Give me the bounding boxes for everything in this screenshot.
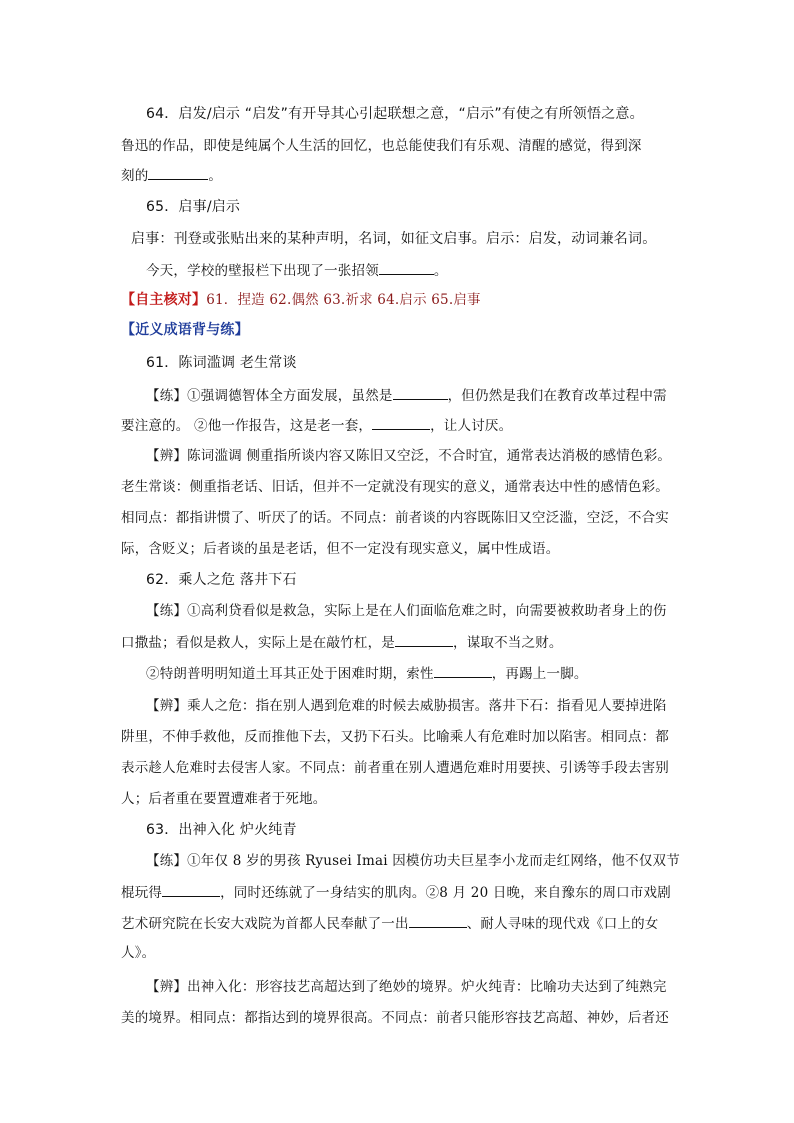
idiom-61-title: 61．陈词滥调 老生常谈	[146, 355, 297, 371]
idiom-63-practice-4: 人》。	[121, 945, 156, 961]
idiom-61-practice-2: 要注意的。 ②他一作报告，这是老一套， ，让人讨厌。	[121, 415, 512, 436]
idiom-61-analysis-2: 老生常谈：侧重指老话、旧话，但并不一定就没有现实的意义，通常表达中性的感情色彩。	[121, 479, 669, 495]
entry-65-definition: 启事：刊登或张贴出来的某种声明，名词，如征文启事。启示：启发，动词兼名词。	[131, 231, 657, 247]
entry-64-definition: 64．启发/启示 “启发”有开导其心引起联想之意，“启示”有使之有所领悟之意。	[146, 106, 644, 122]
exercise-64-line-1: 鲁迅的作品，即使是纯属个人生活的回忆，也总能使我们有乐观、清醒的感觉，得到深	[121, 138, 642, 154]
answer-blank	[395, 632, 453, 647]
idiom-62-practice-1: 【练】①高利贷看似是救急，实际上是在人们面临危难之时，向需要被救助者身上的伤	[146, 603, 667, 619]
idiom-63-practice-1: 【练】①年仅 8 岁的男孩 Ryusei Imai 因模仿功夫巨星李小龙而走红网络，他不仅双节	[146, 853, 680, 869]
self-check-answers: 【自主核对】61．捏造 62.偶然 63.祈求 64.启示 65.启事	[121, 292, 481, 308]
idiom-61-practice-1: 【练】①强调德智体全方面发展，虽然是 ，但仍然是我们在教育改革过程中需	[146, 385, 667, 406]
idiom-62-practice-3: ②特朗普明明知道土耳其正处于困难时期，索性 ，再踢上一脚。	[146, 663, 588, 684]
answer-blank	[372, 415, 430, 430]
answer-blank	[409, 913, 467, 928]
idiom-62-analysis-1: 【辨】乘人之危：指在别人遇到危难的时候去威胁损害。落井下石：指看见人要掉进陷	[146, 698, 667, 714]
answer-blank	[434, 663, 492, 678]
idiom-63-practice-3: 艺术研究院在长安大戏院为首都人民奉献了一出 、耐人寻味的现代戏《口上的女	[121, 913, 659, 934]
idiom-62-analysis-3: 表示趁人危难时去侵害人家。不同点：前者重在别人遭遇危难时用要挟、引诱等手段去害别	[121, 760, 669, 776]
exercise-65: 今天，学校的壁报栏下出现了一张招领 。	[146, 260, 448, 281]
idiom-63-analysis-2: 美的境界。相同点：都指达到的境界很高。不同点：前者只能形容技艺高超、神妙，后者还	[121, 1010, 669, 1026]
idiom-63-analysis-1: 【辨】出神入化：形容技艺高超达到了绝妙的境界。炉火纯青：比喻功夫达到了纯熟完	[146, 979, 667, 995]
idiom-62-practice-2: 口撒盐；看似是救人，实际上是在敲竹杠，是 ，谋取不当之财。	[121, 632, 563, 653]
entry-65-title: 65．启事/启示	[146, 199, 241, 215]
idiom-61-analysis-3: 相同点：都指讲惯了、听厌了的话。不同点：前者谈的内容既陈旧又空泛滥，空泛，不合实	[121, 510, 669, 526]
section-heading: 【近义成语背与练】	[121, 322, 249, 338]
answer-blank	[393, 385, 448, 400]
idiom-61-analysis-4: 际，含贬义；后者谈的虽是老话，但不一定没有现实意义，属中性成语。	[121, 541, 560, 557]
answer-blank	[162, 882, 220, 897]
answer-blank	[379, 260, 434, 275]
idiom-63-practice-2: 棍玩得 ，同时还练就了一身结实的肌肉。②8 月 20 日晚，来自豫东的周口市戏剧	[121, 882, 671, 903]
idiom-63-title: 63．出神入化 炉火纯青	[146, 822, 297, 838]
idiom-62-analysis-4: 人；后者重在要置遭难者于死地。	[121, 791, 327, 807]
idiom-61-analysis-1: 【辨】陈词滥调 侧重指所谈内容又陈旧又空泛，不合时宜，通常表达消极的感情色彩。	[146, 448, 672, 464]
idiom-62-analysis-2: 阱里，不伸手救他，反而推他下去，又扔下石头。比喻乘人有危难时加以陷害。相同点：都	[121, 729, 669, 745]
answer-blank	[148, 165, 208, 180]
exercise-64-line-2: 刻的 。	[121, 165, 222, 186]
idiom-62-title: 62．乘人之危 落井下石	[146, 572, 297, 588]
